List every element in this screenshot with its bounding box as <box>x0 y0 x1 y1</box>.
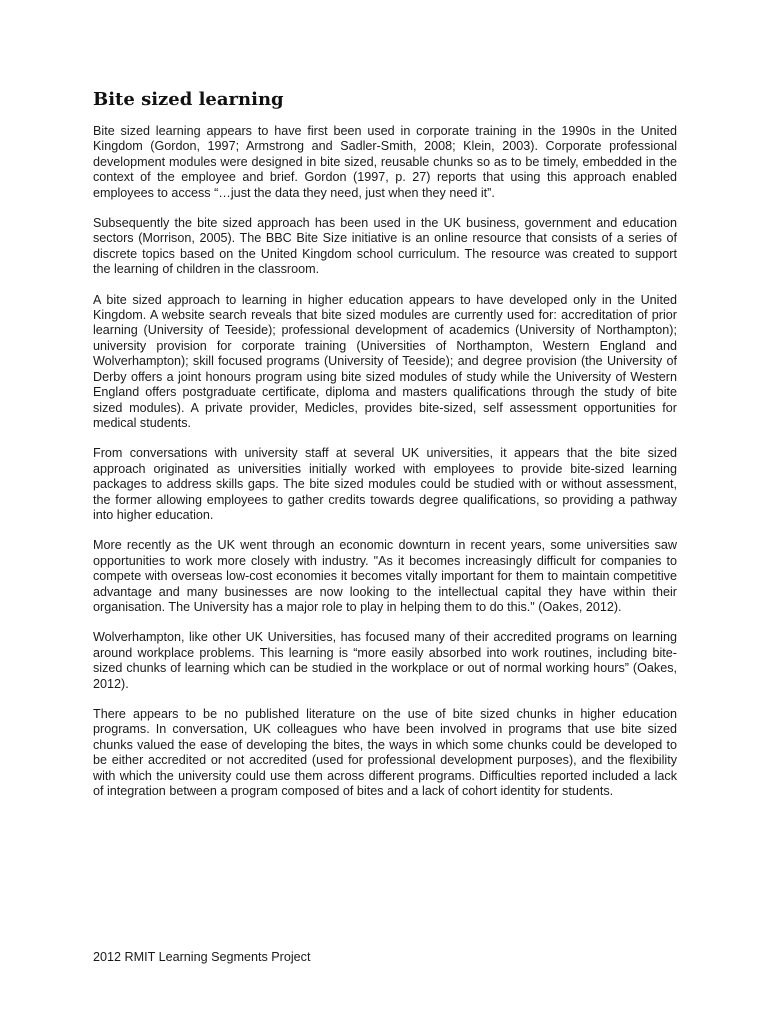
document-body <box>93 88 677 814</box>
paragraph-origins: Bite sized learning appears to have first been used in corporate training in the 1990s in the United Kingdom (Gordon, 1997; Armstrong and Sadler-Smith, 2008; Klein, 2003). Corporate professional development modules were designed in bite sized, reusable chunks so as to be timely, embedded in the context of the employee and brief. Gordon (1997, p. 27) reports that using this approach enabled employees to access “…just the data they need, just when they need it”. <box>93 124 677 200</box>
paragraph-literature: There appears to be no published literature on the use of bite sized chunks in higher education programs. In conversation, UK colleagues who have been involved in programs that use bite sized chunks valued the ease of developing the bites, the ways in which some chunks could be developed to be either accredited or not accredited (used for professional development purposes), and the flexibility with which the university could use them across different programs. Difficulties reported included a lack of integration between a program composed of bites and a lack of cohort identity for students. <box>93 707 677 799</box>
paragraph-higher-education: A bite sized approach to learning in higher education appears to have developed only in the United Kingdom. A website search reveals that bite sized modules are currently used for: accreditation of prior learning (University of Teeside); professional development of academics (University of Northampton); university provision for corporate training (Universities of Northampton, Western England and Wolverhampton); skill focused programs (University of Teeside); and degree provision (the University of Derby offers a joint honours program using bite sized modules of study while the University of Western England offers postgraduate certificate, diploma and masters qualifications through the study of bite sized modules). A private provider, Medicles, provides bite-sized, self assessment opportunities for medical students. <box>93 292 677 430</box>
page-footer: 2012 RMIT Learning Segments Project <box>93 950 311 964</box>
paragraph-wolverhampton: Wolverhampton, like other UK Universities, has focused many of their accredited programs on learning around workplace problems. This learning is “more easily absorbed into work routines, including bite-sized chunks of learning which can be studied in the workplace or out of normal working hours” (Oakes, 2012). <box>93 630 677 691</box>
paragraph-economic-downturn: More recently as the UK went through an economic downturn in recent years, some universities saw opportunities to work more closely with industry. "As it becomes increasingly difficult for companies to compete with overseas low-cost economies it becomes vitally important for them to maintain competitive advantage and many businesses are now looking to the intellectual capital they have within their organisation. The University has a major role to play in helping them to do this." (Oakes, 2012). <box>93 538 677 614</box>
page-title: Bite sized learning <box>93 89 284 110</box>
paragraph-uk-sectors: Subsequently the bite sized approach has been used in the UK business, government and education sectors (Morrison, 2005). The BBC Bite Size initiative is an online resource that consists of a series of discrete topics based on the United Kingdom school curriculum. The resource was created to support the learning of children in the classroom. <box>93 216 677 277</box>
paragraph-conversations: From conversations with university staff at several UK universities, it appears that the bite sized approach originated as universities initially worked with employees to provide bite-sized learning packages to address skills gaps. The bite sized modules could be studied with or without assessment, the former allowing employees to gather credits towards degree qualifications, so providing a pathway into higher education. <box>93 446 677 522</box>
